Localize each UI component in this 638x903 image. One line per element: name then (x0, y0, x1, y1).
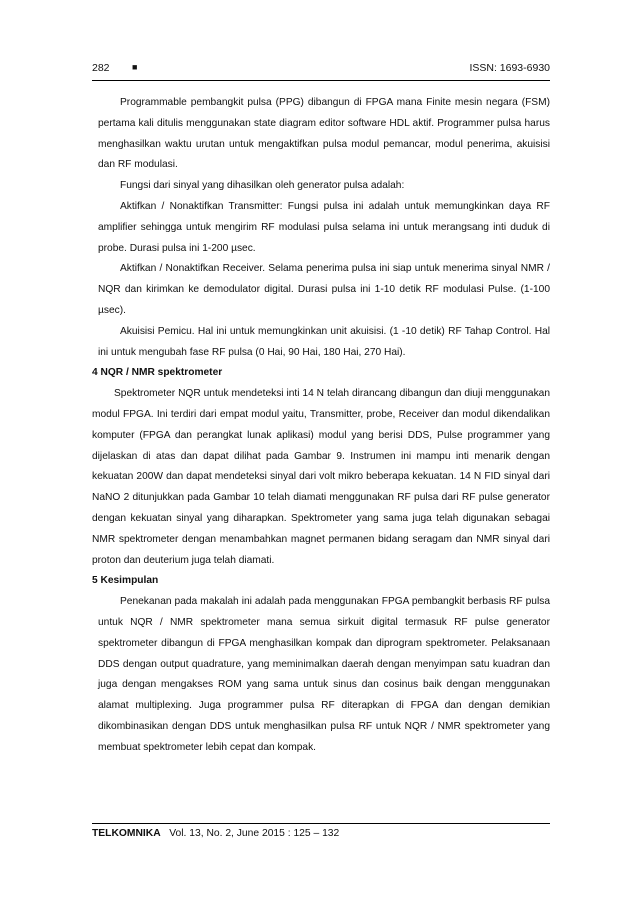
section-heading-5: 5 Kesimpulan (92, 575, 159, 587)
paragraph-receiver: Aktifkan / Nonaktifkan Receiver. Selama penerima pulsa ini siap untuk menerima sinyal NMR / NQR dan kirimkan ke demodulator digital. Durasi pulsa ini 1-10 detik RF modulasi Pulse. (1-100 µsec). (98, 263, 550, 316)
page-body (92, 93, 550, 759)
running-header (92, 62, 550, 78)
footer-divider (92, 823, 550, 824)
page-number: 282 (92, 62, 110, 74)
paragraph-acquisition: Akuisisi Pemicu. Hal ini untuk memungkinkan unit akuisisi. (1 -10 detik) RF Tahap Control. Hal ini untuk mengubah fase RF pulsa (0 Hai, 90 Hai, 180 Hai, 270 Hai). (98, 325, 550, 358)
running-footer (92, 828, 339, 839)
header-divider (92, 80, 550, 81)
citation-info: Vol. 13, No. 2, June 2015 : 125 – 132 (169, 828, 340, 839)
journal-name: TELKOMNIKA (92, 828, 161, 839)
paragraph-spectrometer: Spektrometer NQR untuk mendeteksi inti 14 N telah dirancang dibangun dan diuji menggunakan modul FPGA. Ini terdiri dari empat modul yaitu, Transmitter, probe, Receiver dan modul dikendalikan komputer (FPGA dan perangkat lunak aplikasi) modul yang berisi DDS, Pulse programmer yang dijelaskan di atas dan dapat dilihat pada Gambar 9. Instrumen ini mampu inti menarik dengan kekuatan 200W dan dapat mendeteksi sinyal dari volt mikro beberapa kekuatan. 14 N FID sinyal dari NaNO 2 ditunjukkan pada Gambar 10 telah diamati menggunakan RF pulsa dari RF pulse generator dengan kekuatan sinyal yang diharapkan. Spektrometer yang sama juga telah digunakan sebagai NMR spektrometer dengan menambahkan magnet permanen bidang seragam dan NMR sinyal dari proton dan deuterium juga telah diamati. (92, 388, 550, 566)
paragraph-conclusion: Penekanan pada makalah ini adalah pada menggunakan FPGA pembangkit berbasis RF pulsa untuk NQR / NMR spektrometer mana semua sirkuit digital termasuk RF pulse generator spektrometer dibangun di FPGA menghasilkan kompak dan diprogram spektrometer. Pelaksanaan DDS dengan output quadrature, yang meminimalkan daerah dengan menyimpan satu kuadran dan juga dengan mengakses ROM yang sama untuk sinus dan cosinus baik dengan menggunakan alamat multiplexing. Juga programmer pulsa RF diterapkan di FPGA dan dengan demikian dikombinasikan dengan DDS untuk menghasilkan pulsa RF untuk NQR / NMR spektrometer yang membuat spektrometer lebih cepat dan kompak. (98, 596, 550, 753)
paragraph-transmitter: Aktifkan / Nonaktifkan Transmitter: Fungsi pulsa ini adalah untuk memungkinkan daya RF amplifier sehingga untuk mengirim RF modulasi pulsa selama ini untuk merangsang inti duduk di probe. Durasi pulsa ini 1-200 µsec. (98, 200, 550, 254)
issn-label: ISSN: 1693-6930 (469, 62, 550, 74)
paragraph-ppg: Programmable pembangkit pulsa (PPG) dibangun di FPGA mana Finite mesin negara (FSM) pertama kali ditulis menggunakan state diagram editor software HDL aktif. Programmer pulsa harus menghasilkan waktu urutan untuk mengaktifkan pulsa modul pemancar, modul penerima, akuisisi dan RF modulasi. (98, 97, 550, 171)
square-bullet-icon: ■ (132, 62, 138, 72)
section-heading-4: 4 NQR / NMR spektrometer (92, 367, 223, 379)
paragraph-signal-functions: Fungsi dari sinyal yang dihasilkan oleh generator pulsa adalah: (120, 180, 405, 192)
